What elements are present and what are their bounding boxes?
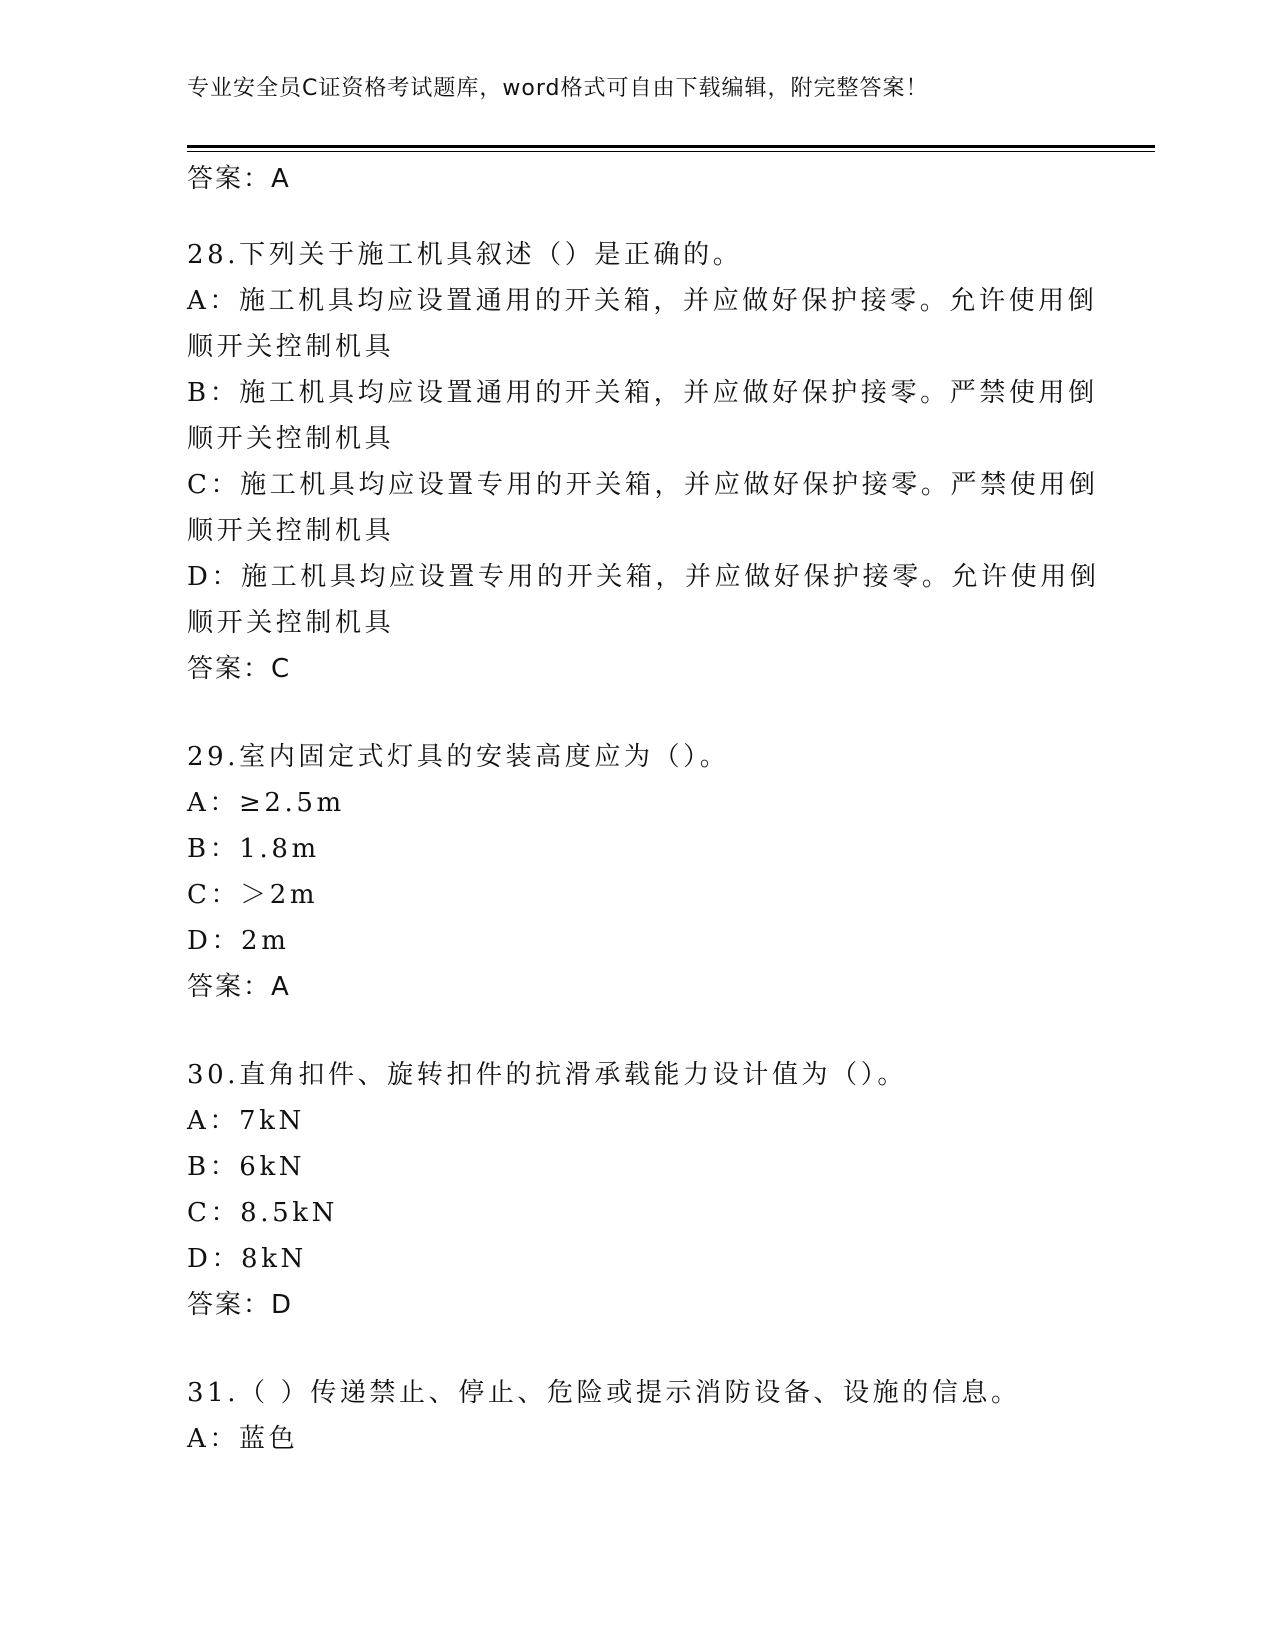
option-d: D：施工机具均应设置专用的开关箱，并应做好保护接零。允许使用倒	[187, 562, 1100, 592]
option-b: B：施工机具均应设置通用的开关箱，并应做好保护接零。严禁使用倒	[187, 378, 1098, 408]
option-a: A：施工机具均应设置通用的开关箱，并应做好保护接零。允许使用倒	[187, 286, 1098, 316]
question-block	[187, 232, 1100, 692]
option-d-continued: 顺开关控制机具	[187, 608, 395, 638]
option-d: D：2m	[187, 926, 290, 956]
question-stem: 31.（ ）传递禁止、停止、危险或提示消防设备、设施的信息。	[187, 1378, 1021, 1408]
option-c: C：8.5kN	[187, 1198, 338, 1228]
question-stem: 30.直角扣件、旋转扣件的抗滑承载能力设计值为（）。	[187, 1060, 907, 1090]
document-body	[187, 156, 1100, 1462]
page-header: 专业安全员C证资格考试题库，word格式可自由下载编辑，附完整答案！	[187, 76, 929, 101]
option-b: B：6kN	[187, 1152, 306, 1182]
answer-line: 答案：A	[187, 164, 291, 194]
header-rule-thin	[187, 151, 1155, 152]
option-c: C：施工机具均应设置专用的开关箱，并应做好保护接零。严禁使用倒	[187, 470, 1099, 500]
option-c: C：＞2m	[187, 880, 319, 910]
answer-line: 答案：D	[187, 1290, 294, 1320]
option-a: A：蓝色	[187, 1424, 299, 1454]
option-b-continued: 顺开关控制机具	[187, 424, 395, 454]
question-block	[187, 1052, 1087, 1328]
question-stem: 29.室内固定式灯具的安装高度应为（）。	[187, 742, 730, 772]
option-a: A：7kN	[187, 1106, 305, 1136]
option-a: A：≥2.5m	[187, 788, 345, 818]
question-block	[187, 734, 1087, 1010]
option-c-continued: 顺开关控制机具	[187, 516, 395, 546]
answer-line: 答案：A	[187, 972, 291, 1002]
answer-line: 答案：C	[187, 654, 292, 684]
header-rule-thick	[187, 145, 1155, 148]
question-block	[187, 1370, 1087, 1462]
question-stem: 28.下列关于施工机具叙述（）是正确的。	[187, 240, 743, 270]
option-b: B：1.8m	[187, 834, 320, 864]
option-a-continued: 顺开关控制机具	[187, 332, 395, 362]
option-d: D：8kN	[187, 1244, 307, 1274]
